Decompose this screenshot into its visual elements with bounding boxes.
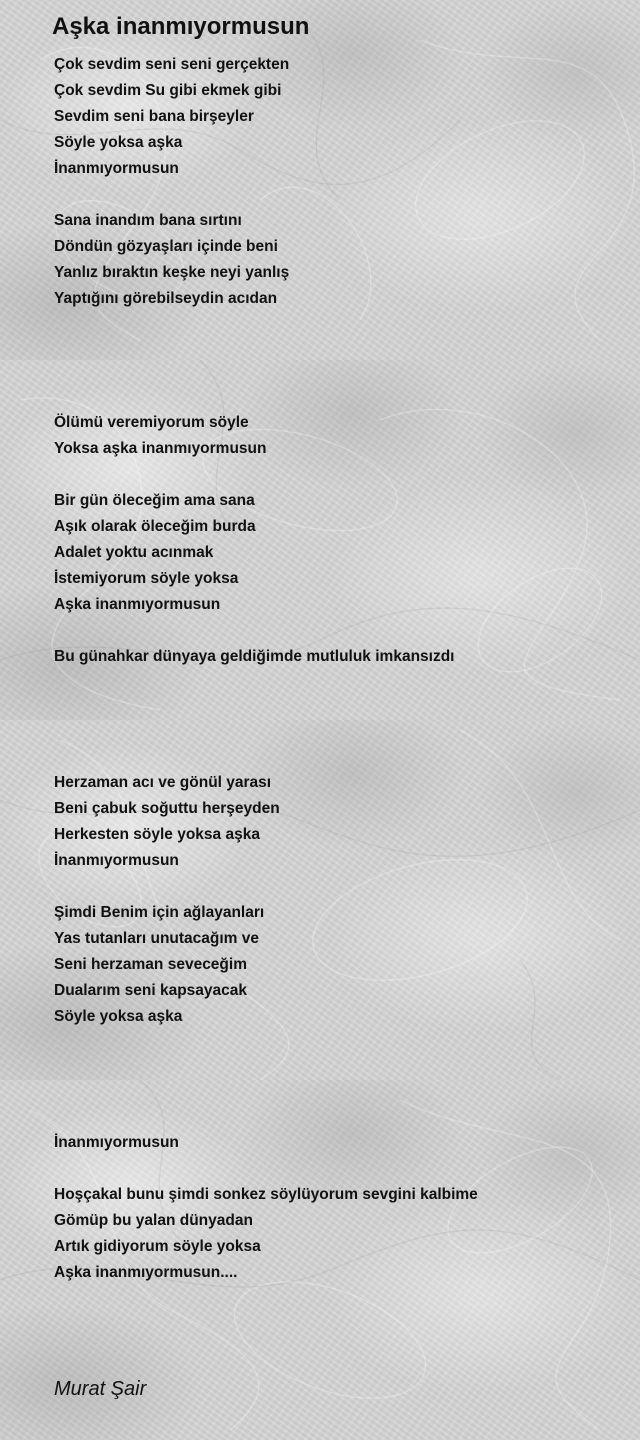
poem-line: Söyle yoksa aşka: [54, 134, 183, 151]
poem-card-3: [0, 720, 640, 1080]
poem-line: Yaptığını görebilseydin acıdan: [54, 290, 278, 307]
poem-line: Beni çabuk soğuttu herşeyden: [54, 800, 280, 817]
poem-line: Bu günahkar dünyaya geldiğimde mutluluk imkansızdı: [54, 648, 455, 665]
stanza-area: [54, 770, 614, 1030]
poem-line: Herkesten söyle yoksa aşka: [54, 826, 260, 843]
poem-line: Çok sevdim seni seni gerçekten: [54, 56, 290, 73]
poem-line: Ölümü veremiyorum söyle: [54, 414, 249, 431]
poem-line: İnanmıyormusun: [54, 160, 179, 177]
stanza-area: [54, 410, 614, 670]
poem-line: İnanmıyormusun: [54, 852, 179, 869]
poem-line: Sana inandım bana sırtını: [54, 212, 242, 229]
poem-line: Aşka inanmıyormusun....: [54, 1264, 238, 1281]
stanza-break: [54, 618, 614, 644]
poem-line: Dualarım seni kapsayacak: [54, 982, 248, 999]
poem-line: İstemiyorum söyle yoksa: [54, 570, 239, 587]
poem-line: Şimdi Benim için ağlayanları: [54, 904, 265, 921]
poem-card-2: [0, 360, 640, 720]
poem-line: Artık gidiyorum söyle yoksa: [54, 1238, 261, 1255]
stanza-area: [54, 52, 614, 312]
poem-line: İnanmıyormusun: [54, 1134, 179, 1151]
stanza-break: [54, 1156, 614, 1182]
stanza-area: [54, 1130, 614, 1286]
poem-line: Gömüp bu yalan dünyadan: [54, 1212, 253, 1229]
stanza-break: [54, 182, 614, 208]
poem-line: Bir gün öleceğim ama sana: [54, 492, 255, 509]
poem-line: Seni herzaman seveceğim: [54, 956, 247, 973]
poem-title: Aşka inanmıyormusun: [52, 13, 310, 40]
poem-line: Aşık olarak öleceğim burda: [54, 518, 256, 535]
poem-line: Yanlız bıraktın keşke neyi yanlış: [54, 264, 290, 281]
stanza-break: [54, 874, 614, 900]
poem-line: Adalet yoktu acınmak: [54, 544, 214, 561]
poem-line: Sevdim seni bana birşeyler: [54, 108, 254, 125]
poem-line: Yoksa aşka inanmıyormusun: [54, 440, 267, 457]
author-name: Murat Şair: [54, 1378, 147, 1400]
poem-line: Söyle yoksa aşka: [54, 1008, 183, 1025]
poem-line: Hoşçakal bunu şimdi sonkez söylüyorum sevgini kalbime: [54, 1186, 478, 1203]
poem-line: Döndün gözyaşları içinde beni: [54, 238, 278, 255]
poem-line: Çok sevdim Su gibi ekmek gibi: [54, 82, 282, 99]
poem-line: Aşka inanmıyormusun: [54, 596, 221, 613]
poem-card-4: [0, 1080, 640, 1440]
poem-line: Yas tutanları unutacağım ve: [54, 930, 260, 947]
stanza-break: [54, 462, 614, 488]
poem-line: Herzaman acı ve gönül yarası: [54, 774, 272, 791]
poem-card-1: [0, 0, 640, 360]
